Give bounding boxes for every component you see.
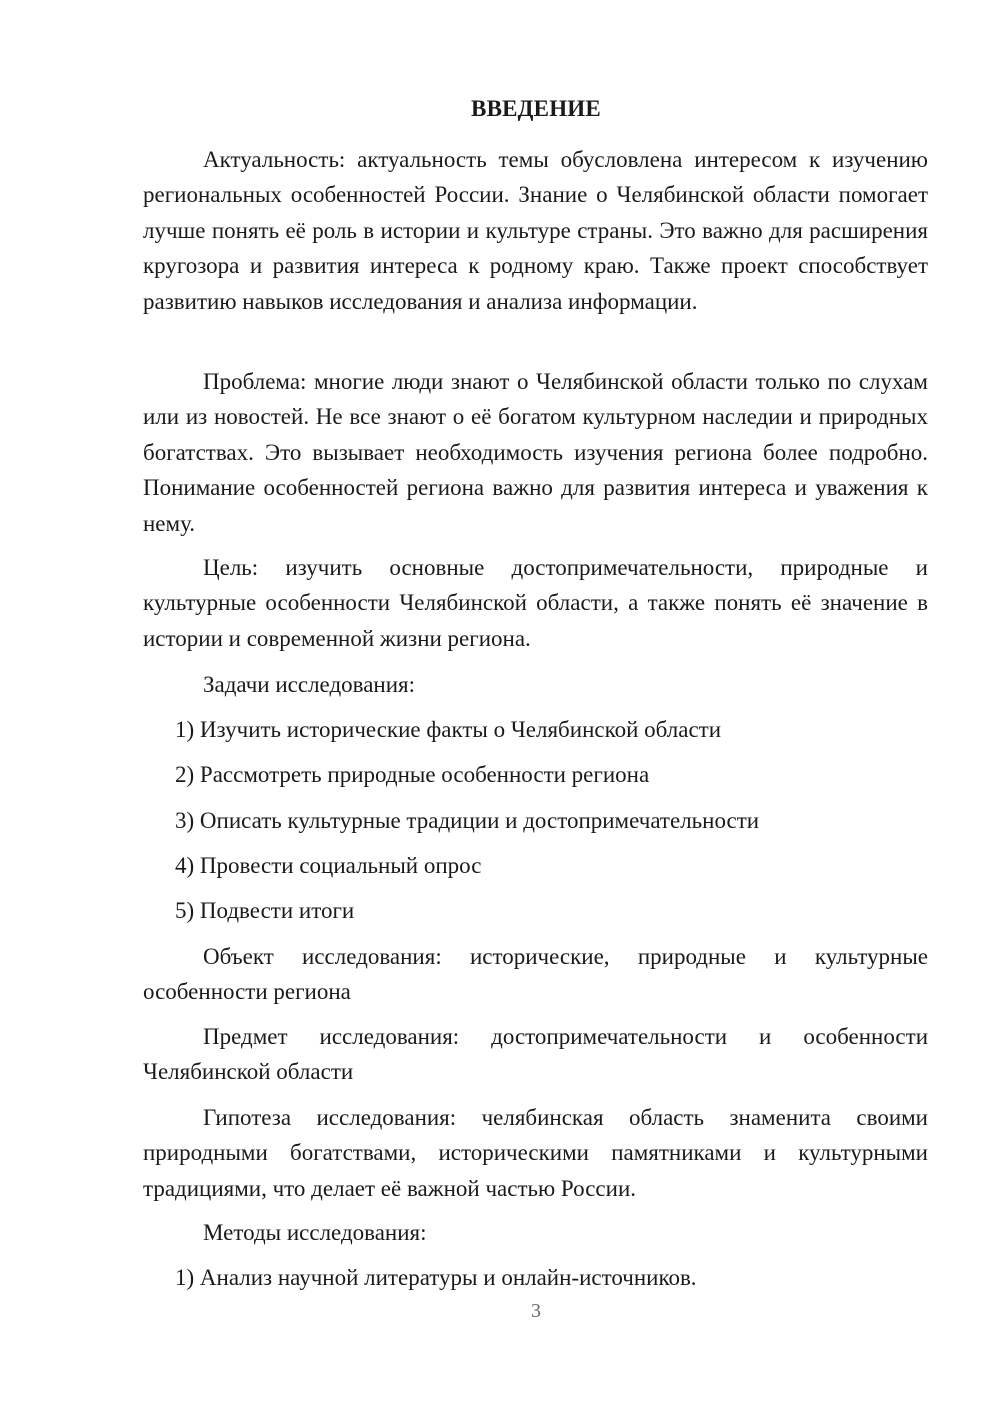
task-item: 1) Изучить исторические факты о Челябинской области (175, 717, 722, 742)
subject-text: Предмет исследования: достопримечательности и особенности Челябинской области (143, 1024, 928, 1085)
subject-paragraph (143, 1019, 928, 1090)
tasks-heading: Задачи исследования: (203, 672, 416, 697)
task-item: 4) Провести социальный опрос (175, 853, 482, 878)
object-text: Объект исследования: исторические, природные и культурные особенности региона (143, 944, 928, 1005)
problem-text: Проблема: многие люди знают о Челябинской области только по слухам или из новостей. Не все знают о её богатом культурном наследии и природных богатствах. Это вызывает необходимость изучения региона более подробно. Понимание особенностей региона важно для развития интереса и уважения к нему. (143, 369, 928, 536)
methods-heading: Методы исследования: (203, 1220, 427, 1245)
method-item: 1) Анализ научной литературы и онлайн-источников. (175, 1265, 697, 1290)
goal-text: Цель: изучить основные достопримечательности, природные и культурные особенности Челябинской области, а также понять её значение в истории и современной жизни региона. (143, 555, 928, 651)
hypothesis-text: Гипотеза исследования: челябинская область знаменита своими природными богатствами, историческими памятниками и культурными традициями, что делает её важной частью России. (143, 1105, 928, 1201)
task-item: 5) Подвести итоги (175, 898, 355, 923)
object-paragraph (143, 939, 928, 1010)
section-title: ВВЕДЕНИЕ (471, 96, 601, 121)
task-item: 2) Рассмотреть природные особенности региона (175, 762, 650, 787)
problem-paragraph (143, 364, 928, 541)
relevance-paragraph (143, 142, 928, 319)
task-item: 3) Описать культурные традиции и достопримечательности (175, 808, 760, 833)
relevance-text: Актуальность: актуальность темы обусловлена интересом к изучению региональных особенностей России. Знание о Челябинской области помогает лучше понять её роль в истории и культуре страны. Это важно для расширения кругозора и развития интереса к родному краю. Также проект способствует развитию навыков исследования и анализа информации. (143, 147, 928, 314)
hypothesis-paragraph (143, 1100, 928, 1206)
goal-paragraph (143, 550, 928, 656)
page-number: 3 (531, 1300, 541, 1322)
